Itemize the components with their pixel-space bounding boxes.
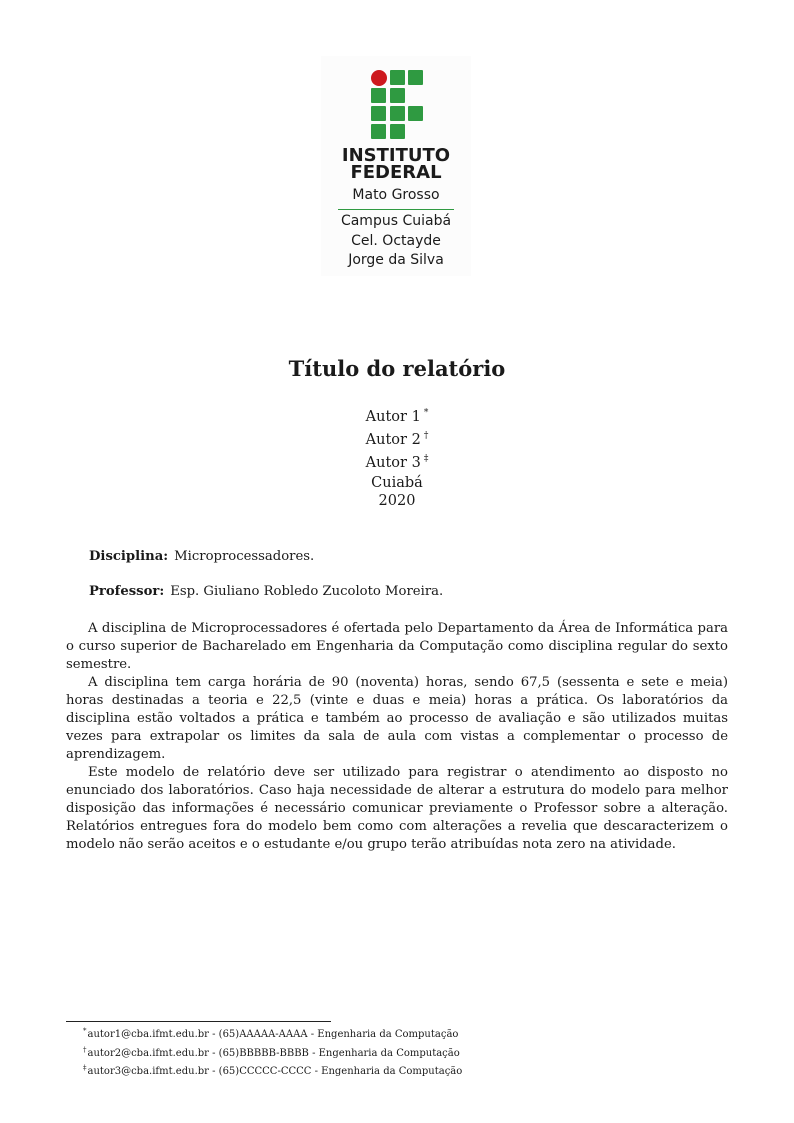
footnote-text: autor3@cba.ifmt.edu.br - (65)CCCCC-CCCC - Engenharia da Computação <box>87 1066 463 1077</box>
professor-label: Professor: <box>89 584 165 599</box>
discipline-label: Disciplina: <box>89 549 169 564</box>
author-item <box>0 404 794 427</box>
logo-square <box>390 88 405 103</box>
footnote <box>83 1061 462 1080</box>
logo-square <box>371 88 386 103</box>
footnote-mark: * <box>423 408 429 418</box>
professor-line <box>89 583 443 601</box>
place-and-date <box>0 474 794 510</box>
logo-square <box>371 106 386 121</box>
author-item <box>0 450 794 473</box>
paragraph: Este modelo de relatório deve ser utilizado para registrar o atendimento ao disposto no enunciado dos laboratórios. Caso haja necessidade de alterar a estrutura do modelo para melhor disposição das informações é necessário comunicar previamente o Professor sobre a alteração. Relatórios entregues fora do modelo bem como com alterações a revelia que descaracterizem o modelo não serão aceitos e o estudante e/ou grupo terão atribuídas nota zero na atividade. <box>66 765 728 852</box>
footnote-mark: † <box>83 1045 87 1054</box>
logo-square <box>390 70 405 85</box>
footnote-mark: † <box>423 431 429 441</box>
logo-red-circle <box>371 70 387 86</box>
logo-square <box>390 124 405 139</box>
paragraph: A disciplina de Microprocessadores é ofertada pelo Departamento da Área de Informática para o curso superior de Bacharelado em Engenharia da Computação como disciplina regular do sexto semestre. <box>66 621 728 672</box>
year: 2020 <box>378 493 416 509</box>
footnote-mark: ‡ <box>83 1064 87 1072</box>
footnote-text: autor2@cba.ifmt.edu.br - (65)BBBBB-BBBB - Engenharia da Computação <box>87 1047 460 1059</box>
footnote <box>83 1024 462 1043</box>
logo-square <box>408 106 423 121</box>
logo-state: Mato Grosso <box>352 187 440 203</box>
author-name: Autor 2 <box>365 432 421 448</box>
document-title: Título do relatório <box>288 356 506 381</box>
logo-campus <box>321 212 471 271</box>
ifmt-logo-icon <box>371 70 427 142</box>
logo-square <box>408 70 423 85</box>
institution-logo <box>321 56 471 276</box>
discipline-line <box>89 548 314 566</box>
author-item <box>0 427 794 450</box>
professor-value: Esp. Giuliano Robledo Zucoloto Moreira. <box>170 584 444 599</box>
footnote-mark: * <box>83 1027 87 1035</box>
logo-square <box>390 106 405 121</box>
logo-campus-line: Cel. Octayde <box>351 232 441 249</box>
logo-divider <box>338 209 454 210</box>
logo-line-instituto: INSTITUTO <box>341 145 451 166</box>
paragraph: A disciplina tem carga horária de 90 (noventa) horas, sendo 67,5 (sessenta e sete e meia) horas destinadas a teoria e 22,5 (vinte e duas e meia) horas a prática. Os laboratórios da disciplina estão voltados a prática e também ao processo de avaliação e são utilizados muitas vezes para extrapolar os limites da sala de aula com vistas a complementar o processo de aprendizagem. <box>66 675 728 762</box>
body-text <box>66 620 728 854</box>
footnote-mark: ‡ <box>423 454 429 464</box>
footnote <box>83 1043 462 1062</box>
footnotes <box>83 1024 462 1080</box>
author-list <box>0 404 794 473</box>
discipline-value: Microprocessadores. <box>174 549 315 564</box>
author-name: Autor 1 <box>365 409 421 425</box>
logo-institution-name <box>321 147 471 181</box>
logo-square <box>371 124 386 139</box>
logo-campus-line: Campus Cuiabá <box>340 213 452 229</box>
logo-campus-line: Jorge da Silva <box>348 252 444 268</box>
place: Cuiabá <box>371 475 423 491</box>
author-name: Autor 3 <box>365 455 421 471</box>
footnote-rule <box>66 1021 331 1022</box>
logo-line-federal: FEDERAL <box>350 162 442 183</box>
footnote-text: autor1@cba.ifmt.edu.br - (65)AAAAA-AAAA - Engenharia da Computação <box>87 1029 459 1040</box>
